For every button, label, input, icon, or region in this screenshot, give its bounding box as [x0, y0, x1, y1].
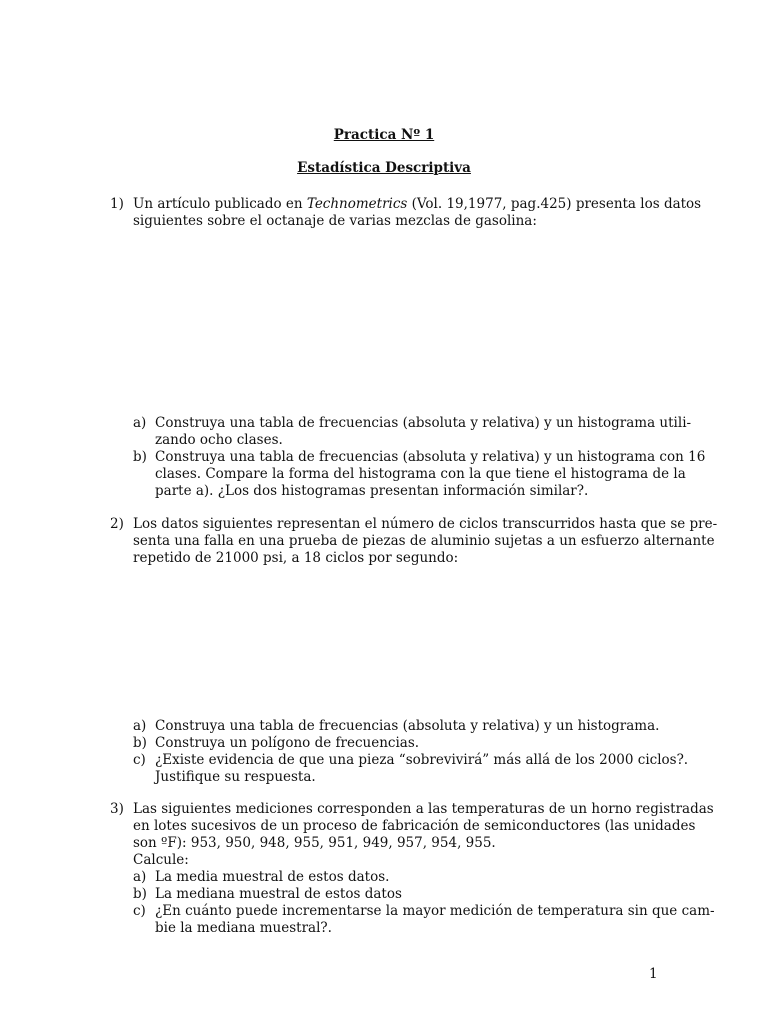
q1-intro-line2: siguientes sobre el octanaje de varias mezclas de gasolina:: [133, 213, 537, 229]
page-number: 1: [649, 966, 658, 982]
journal-title: Technometrics: [306, 196, 408, 212]
q3-intro-line2: en lotes sucesivos de un proceso de fabricación de semiconductores (las unidades: [133, 818, 696, 834]
page-subtitle: Estadística Descriptiva: [297, 160, 471, 176]
q3-a-line1: La media muestral de estos datos.: [155, 869, 390, 885]
q3-b-line1: La mediana muestral de estos datos: [155, 886, 402, 902]
q1-b-line1: Construya una tabla de frecuencias (absoluta y relativa) y un histograma con 16: [155, 449, 706, 465]
q3-calc: Calcule:: [133, 852, 189, 868]
q3-intro-line3: son ºF): 953, 950, 948, 955, 951, 949, 957, 954, 955.: [133, 835, 496, 851]
q2-b-line1: Construya un polígono de frecuencias.: [155, 735, 420, 751]
page-title: Practica Nº 1: [333, 127, 435, 143]
q2-c-line1: ¿Existe evidencia de que una pieza “sobrevivirá” más allá de los 2000 ciclos?.: [155, 752, 689, 768]
q3-c-line2: bie la mediana muestral?.: [155, 920, 332, 936]
q3-b-label: b): [133, 886, 147, 902]
q3-intro-line1: Las siguientes mediciones corresponden a las temperaturas de un horno registradas: [133, 801, 714, 817]
q2-intro-line2: senta una falla en una prueba de piezas de aluminio sujetas a un esfuerzo alternante: [133, 533, 715, 549]
q2-intro-line1: Los datos siguientes representan el número de ciclos transcurridos hasta que se pre-: [133, 516, 718, 532]
q1-b-line3: parte a). ¿Los dos histogramas presentan información similar?.: [155, 483, 589, 499]
q1-a-line1: Construya una tabla de frecuencias (absoluta y relativa) y un histograma utili-: [155, 415, 692, 431]
q2-c-line2: Justifique su respuesta.: [155, 769, 316, 785]
q3-c-label: c): [133, 903, 146, 919]
q3-number: 3): [110, 801, 124, 817]
q1-number: 1): [110, 196, 124, 212]
q2-b-label: b): [133, 735, 147, 751]
q2-c-label: c): [133, 752, 146, 768]
q2-a-label: a): [133, 718, 147, 734]
q1-b-label: b): [133, 449, 147, 465]
q2-a-line1: Construya una tabla de frecuencias (absoluta y relativa) y un histograma.: [155, 718, 660, 734]
q2-intro-line3: repetido de 21000 psi, a 18 ciclos por segundo:: [133, 550, 459, 566]
q1-a-label: a): [133, 415, 147, 431]
q3-c-line1: ¿En cuánto puede incrementarse la mayor medición de temperatura sin que cam-: [155, 903, 715, 919]
q3-a-label: a): [133, 869, 147, 885]
q1-b-line2: clases. Compare la forma del histograma con la que tiene el histograma de la: [155, 466, 686, 482]
q1-a-line2: zando ocho clases.: [155, 432, 283, 448]
q1-intro-line1: Un artículo publicado en Technometrics (Vol. 19,1977, pag.425) presenta los datos: [133, 196, 702, 212]
q2-number: 2): [110, 516, 124, 532]
